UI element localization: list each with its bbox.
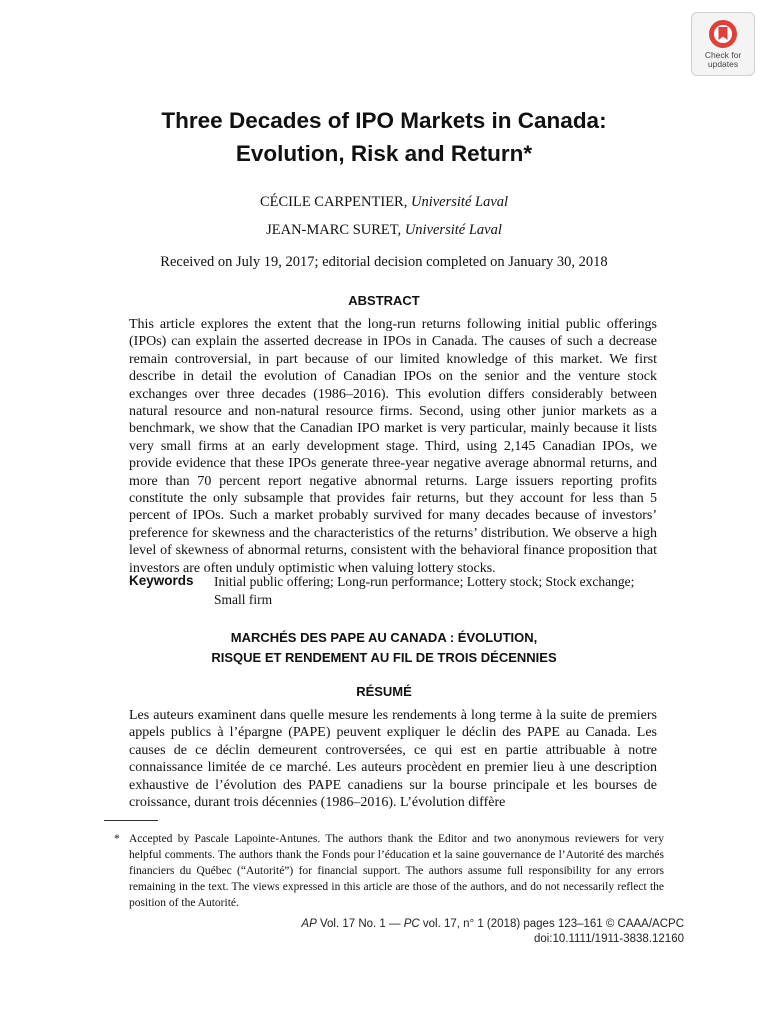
author-1 — [0, 193, 768, 211]
received-dates: Received on July 19, 2017; editorial decision completed on January 30, 2018 — [160, 254, 608, 270]
abstract-heading: ABSTRACT — [348, 293, 420, 308]
french-title — [0, 628, 768, 668]
badge-line-1: Check for — [704, 50, 742, 60]
resume-heading: RÉSUMÉ — [356, 684, 412, 699]
keywords-text: Initial public offering; Long-run performance; Lottery stock; Stock exchange; Small firm — [214, 574, 635, 607]
footnote-divider — [104, 820, 158, 821]
check-for-updates-icon — [708, 19, 738, 49]
article-title-line-1: Three Decades of IPO Markets in Canada: — [161, 108, 607, 133]
citation-doi[interactable]: doi:10.1111/1911-3838.12160 — [533, 933, 684, 945]
badge-line-2: updates — [707, 59, 739, 69]
article-title — [0, 104, 768, 170]
badge-label — [692, 51, 754, 69]
author-2 — [0, 221, 768, 239]
citation-pc-rest: vol. 17, n° 1 (2018) pages 123–161 © CAAA/ACPC — [419, 918, 684, 930]
check-for-updates-badge[interactable] — [691, 12, 755, 76]
article-title-line-2: Evolution, Risk and Return* — [235, 141, 533, 166]
abstract-text: This article explores the extent that the long-run returns following initial public offerings (IPOs) can explain the asserted decrease in IPOs in Canada. The causes of such a decrease remain controversial, in part because of our limited knowledge of this market. We first describe in detail the evolution of Canadian IPOs on the senior and the venture stock exchanges over three decades (1986–2016). This evolution differs considerably between natural resource and non-natural resource firms. Second, using other junior markets as a benchmark, we show that the Canadian IPO market is very particular, mainly because it lists very small firms at an early development stage. Third, using 2,145 Canadian IPOs, we provide evidence that these IPOs generate three-year negative average abnormal returns, and more than 70 percent report negative abnormal returns. Large issuers reporting profits constitute the only subsample that provides fair returns, but they account for less than 5 percent of IPOs. Such a market probably survived for many decades because of investors’ preference for skewness and the characteristics of the returns’ distribution. We observe a high level of skewness of abnormal returns, consistent with the behavioral finance proposition that investors are often unduly optimistic when valuing lottery stocks. — [129, 317, 657, 576]
citation-line — [301, 917, 684, 932]
footnote-mark: * — [114, 833, 120, 845]
footnote-text: Accepted by Pascale Lapointe-Antunes. The authors thank the Editor and two anonymous reviewers for very helpful comments. The authors thank the Fonds pour l’éducation et la saine gouvernance de l’Autorité des marchés financiers du Québec (“Autorité”) for financial support. The authors assume full responsibility for any errors remaining in the text. The views expressed in this article are those of the authors, and do not necessarily reflect the position of the Autorité. — [129, 833, 664, 909]
citation-ap-rest: Vol. 17 No. 1 — — [316, 918, 404, 930]
citation-ap: AP — [301, 918, 317, 930]
author-2-name: JEAN-MARC SURET, — [266, 222, 402, 238]
journal-citation — [301, 917, 684, 947]
author-1-affiliation: Université Laval — [410, 194, 509, 210]
french-title-line-2: RISQUE ET RENDEMENT AU FIL DE TROIS DÉCENNIES — [211, 650, 557, 665]
author-1-name: CÉCILE CARPENTIER, — [259, 194, 408, 210]
keywords-label: Keywords — [129, 573, 194, 588]
author-2-affiliation: Université Laval — [404, 222, 502, 238]
french-title-line-1: MARCHÉS DES PAPE AU CANADA : ÉVOLUTION, — [230, 630, 538, 645]
resume-text: Les auteurs examinent dans quelle mesure les rendements à long terme à la suite de premiers appels publics à l’épargne (PAPE) peuvent expliquer le déclin des PAPE au Canada. Les causes de ce déclin demeurent controversées, ce qui est en partie attribuable à notre connaissance limitée de ce marché. Les auteurs procèdent en premier lieu à une description exhaustive de l’évolution des PAPE canadiens sur la bourse principale et les bourses de croissance, durant trois décennies (1986–2016). L’évolution diffère — [129, 708, 657, 811]
citation-pc: PC — [403, 918, 420, 930]
